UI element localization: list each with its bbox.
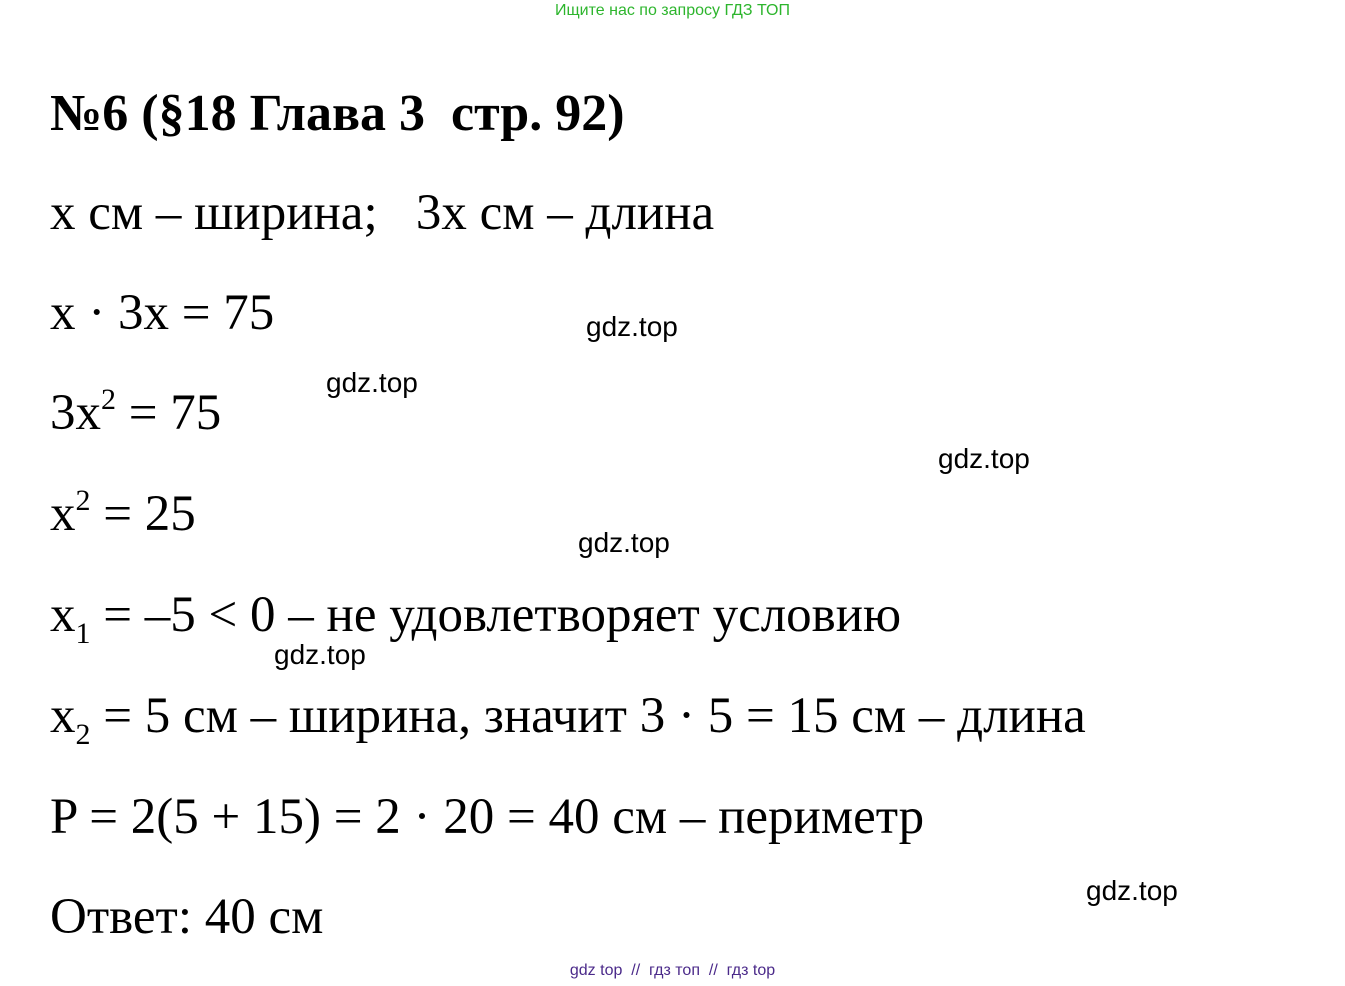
top-banner: Ищите нас по запросу ГДЗ ТОП [555,2,790,19]
subscript: 2 [75,718,91,751]
term-rest: = 75 [116,385,222,441]
solution-line-3 [50,383,221,443]
term-rest: = –5 < 0 – не удовлетворяет условию [90,587,902,643]
solution-line-2: x · 3x = 75 [50,285,275,341]
term: x [50,486,76,542]
subscript: 1 [75,617,91,650]
watermark: gdz.top [274,639,366,670]
term: x [50,688,76,744]
solution-line-6 [50,686,1086,751]
superscript: 2 [101,383,116,416]
watermark: gdz.top [938,443,1030,474]
watermark: gdz.top [578,527,670,558]
solution-line-5 [50,585,902,650]
solution-line-7: P = 2(5 + 15) = 2 · 20 = 40 см – периметр [50,789,925,845]
term-rest: = 5 см – ширина, значит 3 · 5 = 15 см – длина [90,688,1086,744]
answer-line: Ответ: 40 см [50,889,324,945]
solution-line-1: x см – ширина; 3x см – длина [50,185,715,241]
solution-line-4 [50,484,196,544]
term: 3x [50,385,101,441]
term-rest: = 25 [90,486,196,542]
page-title: №6 (§18 Глава 3 стр. 92) [50,85,625,142]
watermark: gdz.top [326,367,418,398]
superscript: 2 [75,484,91,517]
watermark: gdz.top [1086,875,1178,906]
footer-links: gdz top // гдз топ // гдз top [569,962,776,979]
term: x [50,587,76,643]
watermark: gdz.top [586,311,678,342]
